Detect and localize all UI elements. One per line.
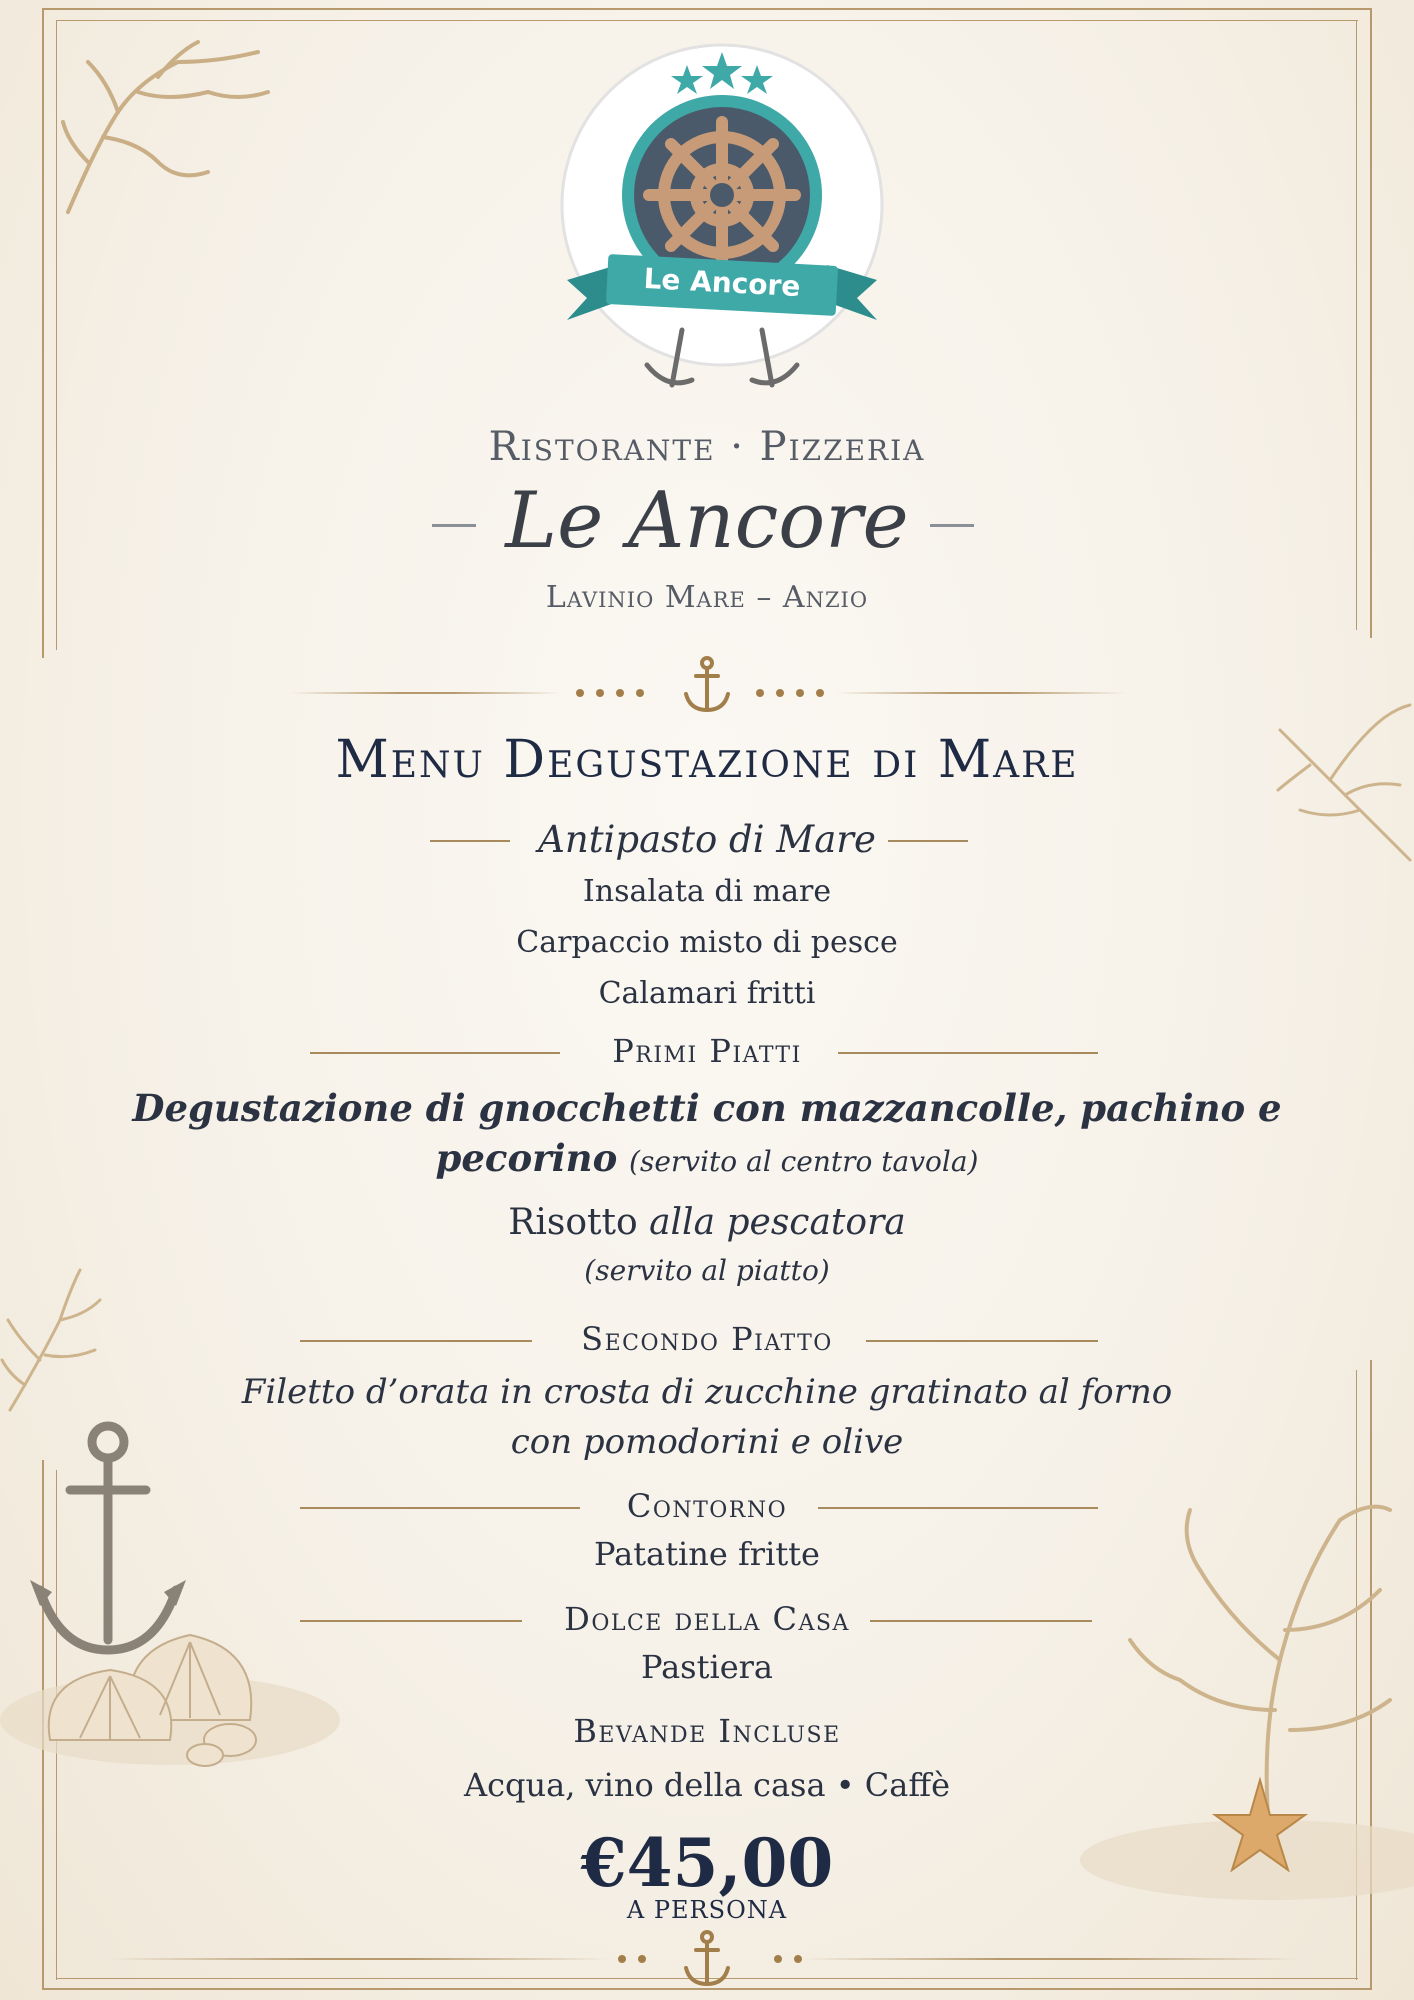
restaurant-name: Le Ancore [505,476,909,566]
menu-item: Calamari fritti [598,976,816,1011]
logo-badge-text: Le Ancore [642,261,802,304]
menu-item-part: alla pescatora [649,1202,906,1243]
menu-item: Degustazione di gnocchetti con mazzancolle, pachino e [132,1086,1282,1130]
section-title-contorno: Contorno [626,1487,788,1525]
menu-item-bold: pecorino [435,1136,618,1180]
menu-item: Pastiera [641,1648,773,1686]
menu-item: Insalata di mare [582,874,832,909]
section-title-antipasto: Antipasto di Mare [538,818,876,861]
menu-item: Acqua, vino della casa • Caffè [464,1766,950,1804]
section-title-dolce: Dolce della Casa [564,1600,850,1638]
menu-item: Patatine fritte [594,1535,820,1573]
section-title-primi: Primi Piatti [612,1032,802,1070]
restaurant-location: Lavinio Mare – Anzio [545,580,869,615]
restaurant-logo [557,40,887,400]
menu-item [0,1136,1414,1180]
restaurant-subtitle: Ristorante · Pizzeria [488,424,926,470]
menu-item-part: Risotto [508,1202,638,1243]
price-amount: €45,00 [580,1824,834,1902]
section-title-bevande: Bevande Incluse [573,1712,841,1750]
price-per-person: A PERSONA [626,1896,788,1924]
menu-item: Filetto d’orata in crosta di zucchine gratinato al forno [241,1372,1173,1412]
menu-title: Menu Degustazione di Mare [335,730,1079,790]
serving-note: (servito al centro tavola) [629,1145,979,1178]
menu-item: Carpaccio misto di pesce [516,925,898,960]
anchor-icon [680,1930,734,1990]
coral-top-left [58,22,298,222]
section-title-secondo: Secondo Piatto [581,1320,833,1358]
menu-item [0,1202,1414,1243]
anchor-icon [680,656,734,716]
serving-note: (servito al piatto) [584,1254,830,1287]
menu-item: con pomodorini e olive [510,1422,904,1462]
